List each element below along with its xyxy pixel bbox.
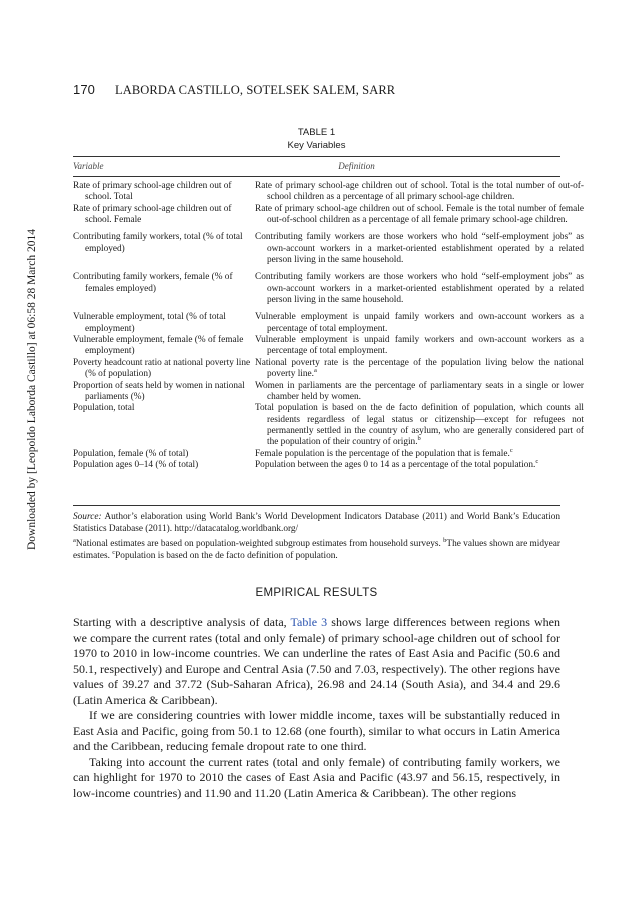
variable-cell: Population, female (% of total) bbox=[73, 448, 189, 459]
paragraph: If we are considering countries with lower middle income, taxes will be substantially reduced in East Asia and Pacific, going from 50.1 to 12.68 (one fourth), similar to what occurs in Latin America and the Caribbean, reducing female dropout rate to one third. bbox=[73, 708, 560, 754]
footnote-marker: c bbox=[112, 549, 116, 557]
running-header bbox=[73, 82, 395, 98]
table-row bbox=[73, 380, 584, 404]
column-header-variable: Variable bbox=[73, 161, 104, 171]
definition-cell: Rate of primary school-age children out of school. Female is the total number of female out-of-school children as a percentage of all female primary school-age children. bbox=[255, 203, 584, 226]
table-notes bbox=[73, 512, 560, 567]
table-row bbox=[73, 181, 584, 204]
page-number: 170 bbox=[73, 82, 95, 97]
definition-text: Female population is the percentage of the population that is female. bbox=[255, 448, 510, 459]
definition-text: Population between the ages 0 to 14 as a percentage of the total population. bbox=[255, 459, 536, 470]
variable-cell: Vulnerable employment, female (% of female employment) bbox=[73, 335, 244, 357]
source-text: Author’s elaboration using World Bank’s World Development Indicators Database (2011) and World Bank’s Education Statistics Database (2011). http://datacatalog.worldbank.org/ bbox=[73, 512, 561, 534]
footnote-marker: a bbox=[314, 367, 317, 375]
table-row bbox=[73, 203, 584, 227]
section-heading: EMPIRICAL RESULTS bbox=[255, 587, 378, 599]
definition-cell bbox=[255, 403, 584, 448]
table-footnotes bbox=[73, 539, 560, 562]
table-source bbox=[73, 512, 560, 535]
definition-cell: Women in parliaments are the percentage of parliamentary seats in a single or lower chamber held by women. bbox=[255, 380, 584, 402]
table-label: TABLE 1 bbox=[297, 127, 336, 138]
definition-cell: Rate of primary school-age children out of school. Total is the total number of out-of-school children as a percentage of all primary school-age children. bbox=[255, 181, 584, 203]
definition-cell bbox=[255, 358, 584, 381]
footnote-marker: a bbox=[73, 537, 76, 545]
variable-cell: Contributing family workers, female (% of females employed) bbox=[73, 272, 233, 294]
table-row bbox=[73, 457, 560, 471]
definition-cell: Contributing family workers are those workers who hold “self-employment jobs” as own-account workers in a market-oriented establishment operated by a related person living in the same household. bbox=[255, 272, 584, 306]
variable-cell: Contributing family workers, total (% of total employed) bbox=[73, 232, 243, 254]
definition-text: National poverty rate is the percentage of the population living below the national poverty line. bbox=[255, 357, 584, 380]
definition-cell: Contributing family workers are those workers who hold “self-employment jobs” as own-account workers in a market-oriented establishment operated by a related person living in the same household. bbox=[255, 232, 584, 266]
definition-text: Total population is based on the de facto definition of population, which counts all residents regardless of legal status or citizenship—except for refugees not permanently settled in the country of asylum, who are generally considered part of the population of their country of origin. bbox=[255, 403, 584, 448]
table-title: Key Variables bbox=[287, 140, 346, 151]
footnote-b: The values shown are midyear estimates. bbox=[73, 539, 561, 562]
running-head: LABORDA CASTILLO, SOTELSEK SALEM, SARR bbox=[115, 83, 396, 97]
definition-cell: Vulnerable employment is unpaid family workers and own-account workers as a percentage of total employment. bbox=[255, 312, 584, 334]
footnote-marker: c bbox=[535, 457, 539, 465]
table-body bbox=[73, 181, 584, 471]
source-label: Source: bbox=[73, 512, 102, 522]
variable-cell: Population ages 0–14 (% of total) bbox=[73, 459, 199, 470]
table-row bbox=[73, 446, 560, 460]
definition-cell bbox=[255, 457, 584, 471]
table-row bbox=[73, 403, 584, 448]
table-row bbox=[73, 357, 584, 381]
footnote-c: Population is based on the de facto definition of population. bbox=[115, 551, 338, 562]
table-row bbox=[73, 335, 584, 358]
footnote-marker: b bbox=[417, 435, 421, 443]
definition-cell: Vulnerable employment is unpaid family workers and own-account workers as a percentage of total employment. bbox=[255, 335, 584, 357]
table-bottom-rule bbox=[73, 505, 560, 506]
column-header-definition: Definition bbox=[338, 161, 375, 171]
download-stamp: Downloaded by [Leopoldo Laborda Castillo] at 06:58 28 March 2014 bbox=[26, 229, 38, 550]
footnote-marker: b bbox=[443, 537, 447, 545]
footnote-a: National estimates are based on population-weighted subgroup estimates from household surveys. bbox=[75, 539, 441, 550]
table-row bbox=[73, 312, 584, 335]
variable-cell: Rate of primary school-age children out of school. Total bbox=[73, 181, 232, 203]
variable-cell: Population, total bbox=[73, 403, 135, 414]
table-header-rule bbox=[73, 176, 560, 177]
variable-cell: Poverty headcount ratio at national poverty line (% of population) bbox=[73, 357, 251, 380]
table-row bbox=[73, 272, 584, 306]
footnote-marker: c bbox=[509, 446, 513, 454]
table-top-rule bbox=[73, 156, 560, 157]
paragraph: Taking into account the current rates (total and only female) of contributing family workers, we can highlight for 1970 to 2010 the cases of East Asia and Pacific (43.97 and 56.15, respectively, in low-income countries) and 11.90 and 11.20 (Latin America & Caribbean). The other regions bbox=[73, 754, 560, 801]
table-row bbox=[73, 232, 584, 266]
variable-cell: Proportion of seats held by women in national parliaments (%) bbox=[73, 380, 245, 402]
paragraph: Starting with a descriptive analysis of data, Table 3 shows large differences between regions when we compare the current rates (total and only female) of primary school-age children out of school for 1970 to 2010 in low-income countries. We can underline the rates of East Asia and Pacific (50.6 and 50.1, respectively) and Europe and Central Asia (7.50 and 7.03, respectively). The other regions have values of 39.27 and 37.72 (Sub-Saharan Africa), 26.98 and 24.14 (South Asia), and 34.4 and 29.6 (Latin America & Caribbean). bbox=[73, 615, 561, 707]
variable-cell: Rate of primary school-age children out of school. Female bbox=[73, 203, 232, 226]
table-caption bbox=[73, 126, 560, 152]
variable-cell: Vulnerable employment, total (% of total employment) bbox=[73, 312, 226, 334]
table-3-link[interactable]: Table 3 bbox=[290, 615, 328, 629]
body-text bbox=[73, 615, 560, 802]
